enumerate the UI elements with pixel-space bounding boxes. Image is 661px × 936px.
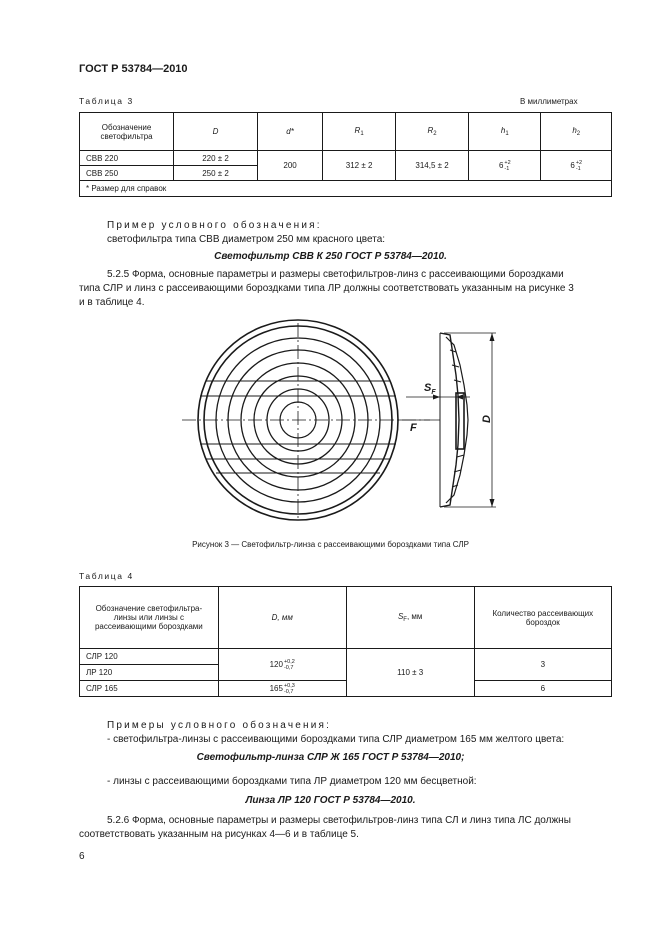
- t4-header-S-letter: S: [397, 612, 404, 621]
- t3-r2-sub: 2: [433, 131, 437, 137]
- para525-line1: 5.2.5 Форма, основные параметры и размеры светофильтров-линз с рассеивающими бороздками: [107, 269, 564, 280]
- figure3-label-F: F: [410, 422, 417, 434]
- table3-units: В миллиметрах: [520, 97, 578, 106]
- examples2-item1: - светофильтра-линзы с рассеивающими бороздками типа СЛР диаметром 165 мм желтого цвета:: [107, 734, 565, 745]
- t4-D120-sup: +0,2: [283, 658, 295, 665]
- table3-caption: Таблица 3: [79, 96, 134, 106]
- t4-S-value: 110 ± 3: [346, 649, 474, 697]
- t3-h2-base: 6: [570, 160, 575, 170]
- t3-h2-tol: [576, 160, 582, 172]
- t3-d-value: 200: [257, 151, 322, 181]
- table-row: [80, 649, 612, 665]
- figure3-label-S-sub: F: [431, 389, 436, 396]
- t4-D120: [218, 649, 346, 681]
- example1-heading: Пример условного обозначения:: [107, 220, 322, 231]
- para526-line1: 5.2.6 Форма, основные параметры и размеры светофильтров-линз типа СЛ и линз типа ЛС должны: [107, 815, 571, 826]
- figure3-caption: Рисунок 3 — Светофильтр-линза с рассеивающими бороздками типа СЛР: [192, 540, 469, 549]
- t3-h2-letter: h: [572, 126, 577, 135]
- t3-header-d: d*: [257, 113, 322, 151]
- t4-D120-tol: [284, 659, 295, 671]
- t3-header-R2: [395, 113, 468, 151]
- examples2-designation2: Линза ЛР 120 ГОСТ Р 53784—2010.: [245, 795, 416, 806]
- table-row: [80, 151, 612, 166]
- t4-D165-base: 165: [269, 683, 283, 693]
- page-number: 6: [79, 851, 85, 862]
- t4-D120-sub: -0,7: [283, 664, 294, 671]
- t3-row2-name: СВВ 250: [80, 166, 174, 181]
- t3-R2-value: 314,5 ± 2: [395, 151, 468, 181]
- t3-r1-letter: R: [354, 126, 361, 135]
- t4-header-S-sub: F: [403, 617, 407, 623]
- table4-caption: Таблица 4: [79, 571, 134, 581]
- t3-header-h2: [541, 113, 612, 151]
- t3-r1-sub: 1: [360, 131, 364, 137]
- t3-header-designation: Обозначение светофильтра: [80, 113, 174, 151]
- table4: [79, 586, 612, 697]
- t4-header-S: [346, 587, 474, 649]
- t4-header-D: [218, 587, 346, 649]
- t3-h1-value: [469, 151, 541, 181]
- figure3-label-S: $S_F$: [424, 382, 436, 396]
- table-row: [80, 681, 612, 697]
- t4-row1-name: СЛР 120: [80, 649, 219, 665]
- t3-h1-tol: [504, 160, 510, 172]
- figure3-label-D: D: [481, 415, 493, 423]
- para525-line2: типа СЛР и линз с рассеивающими бороздками типа ЛР должны соответствовать указанным на рисунке 3: [79, 283, 574, 294]
- t4-header-S-unit: , мм: [406, 612, 423, 621]
- t3-row1-D: 220 ± 2: [174, 151, 258, 166]
- t3-h1-sup: +2: [504, 159, 511, 166]
- examples2-heading: Примеры условного обозначения:: [107, 720, 332, 731]
- t4-row2-name: ЛР 120: [80, 665, 219, 681]
- t4-D165: [218, 681, 346, 697]
- t3-row2-D: 250 ± 2: [174, 166, 258, 181]
- t4-D165-tol: [284, 683, 295, 695]
- t4-D120-base: 120: [269, 659, 283, 669]
- t4-grooves120: 3: [474, 649, 611, 681]
- t3-R1-value: 312 ± 2: [323, 151, 396, 181]
- t3-h1-base: 6: [498, 160, 504, 170]
- page-header: ГОСТ Р 53784—2010: [79, 63, 188, 75]
- t3-header-R1: [323, 113, 396, 151]
- t3-header-h1: [469, 113, 541, 151]
- examples2-item2: - линзы с рассеивающими бороздками типа ЛР диаметром 120 мм бесцветной:: [107, 776, 477, 787]
- t4-grooves165: 6: [474, 681, 611, 697]
- t3-footnote: * Размер для справок: [80, 181, 612, 197]
- t4-D165-sub: -0,7: [283, 688, 294, 695]
- t3-h2-value: [541, 151, 612, 181]
- t3-h2-sub: 2: [576, 131, 581, 137]
- t3-h1-sub: 1: [505, 131, 509, 137]
- examples2-designation1: Светофильтр-линза СЛР Ж 165 ГОСТ Р 53784—2010;: [196, 752, 465, 763]
- example1-text: светофильтра типа СВВ диаметром 250 мм красного цвета:: [107, 234, 386, 245]
- t4-D165-sup: +0,3: [283, 682, 295, 689]
- t3-row1-name: СВВ 220: [80, 151, 174, 166]
- t3-r2-letter: R: [427, 126, 434, 135]
- t4-header-designation: Обозначение светофильтра-линзы или линзы с рассеивающими бороздками: [80, 587, 219, 649]
- figure3-drawing: [170, 315, 510, 525]
- t4-header-grooves: Количество рассеивающих бороздок: [474, 587, 611, 649]
- t3-h1-letter: h: [500, 126, 506, 135]
- para526-line2: соответствовать указанным на рисунках 4—6 и в таблице 5.: [79, 829, 359, 840]
- t4-header-D-text: D, мм: [271, 613, 293, 622]
- t3-h1-subv: -1: [504, 165, 510, 172]
- t3-header-D: D: [174, 113, 258, 151]
- t3-h2-sup: +2: [575, 159, 583, 166]
- t4-row3-name: СЛР 165: [80, 681, 219, 697]
- example1-designation: Светофильтр СВВ К 250 ГОСТ Р 53784—2010.: [214, 251, 447, 262]
- para525-line3: и в таблице 4.: [79, 297, 145, 308]
- table3: [79, 112, 612, 197]
- t3-h2-subv: -1: [575, 165, 581, 172]
